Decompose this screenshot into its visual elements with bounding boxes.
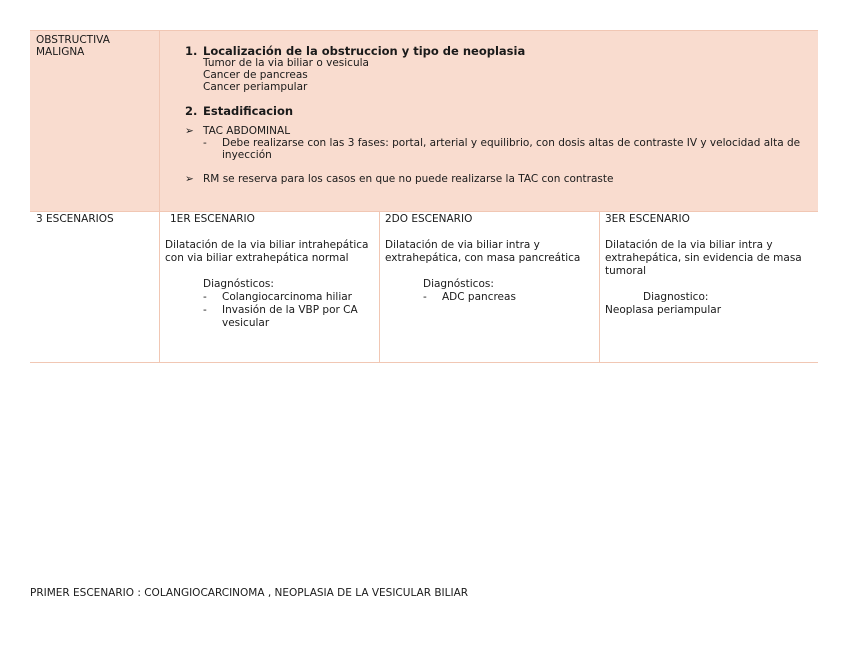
section-heading — [185, 45, 805, 57]
scenario-title: 2DO ESCENARIO — [385, 213, 473, 225]
row-escenarios — [30, 211, 818, 363]
section-title: Localización de la obstruccion y tipo de neoplasia — [203, 44, 526, 58]
scenario-title: 1ER ESCENARIO — [170, 213, 255, 225]
dash-marker: - — [203, 304, 207, 316]
scenario-1-cell — [159, 212, 379, 362]
list-item: Cancer de pancreas — [203, 69, 308, 81]
diagnosis-result: Neoplasa periampular — [605, 304, 722, 316]
dash-text: Debe realizarse con las 3 fases: portal, arterial y equilibrio, con dosis altas de contraste IV y velocidad alta de inyección — [222, 137, 801, 161]
scenario-title: 3ER ESCENARIO — [605, 213, 690, 225]
list-item: Tumor de la via biliar o vesicula — [203, 57, 369, 69]
scenario-description: Dilatación de la via biliar intrahepática con via biliar extrahepática normal — [165, 239, 369, 264]
section-number: 1. — [185, 44, 198, 58]
clinical-table — [30, 30, 818, 363]
list-item: Cancer periampular — [203, 81, 308, 93]
dash-marker: - — [203, 291, 207, 303]
arrow-bullet-icon: ➢ — [185, 173, 194, 185]
diagnosis-label: Diagnósticos: — [203, 278, 274, 290]
section-heading — [185, 105, 805, 117]
bullet-text: RM se reserva para los casos en que no puede realizarse la TAC con contraste — [203, 173, 614, 185]
label-line: MALIGNA — [36, 46, 85, 58]
row-label — [36, 34, 156, 58]
column-divider — [159, 31, 160, 211]
arrow-bullet-icon: ➢ — [185, 125, 194, 137]
dash-marker: - — [203, 137, 207, 149]
diagnosis-item — [423, 291, 593, 304]
diagnosis-text: Invasión de la VBP por CA vesicular — [222, 304, 358, 329]
diagnosis-list — [165, 291, 373, 330]
diagnosis-text: Colangiocarcinoma hiliar — [222, 291, 352, 303]
dash-item — [185, 137, 805, 161]
label-line: OBSTRUCTIVA — [36, 34, 110, 46]
bullet-item — [185, 125, 805, 137]
footer-note: PRIMER ESCENARIO : COLANGIOCARCINOMA , NEOPLASIA DE LA VESICULAR BILIAR — [30, 587, 469, 599]
row-content — [185, 45, 805, 185]
section-title: Estadificacion — [203, 104, 294, 118]
diagnosis-text: ADC pancreas — [442, 291, 516, 303]
scenario-description: Dilatación de la via biliar intra y extrahepática, sin evidencia de masa tumoral — [605, 239, 802, 277]
diagnosis-label: Diagnostico: — [643, 291, 709, 303]
scenario-description: Dilatación de via biliar intra y extrahepática, con masa pancreática — [385, 239, 581, 264]
row-obstructiva-maligna — [30, 30, 818, 211]
section-number: 2. — [185, 104, 198, 118]
dash-marker: - — [423, 291, 427, 303]
bullet-item — [185, 173, 805, 185]
scenario-2-cell — [379, 212, 599, 362]
diagnosis-label: Diagnósticos: — [423, 278, 494, 290]
diagnosis-item — [203, 304, 373, 330]
row-label: 3 ESCENARIOS — [36, 213, 114, 225]
diagnosis-list — [385, 291, 593, 304]
diagnosis-item — [203, 291, 373, 304]
bullet-text: TAC ABDOMINAL — [203, 125, 291, 137]
scenario-3-cell — [599, 212, 818, 362]
